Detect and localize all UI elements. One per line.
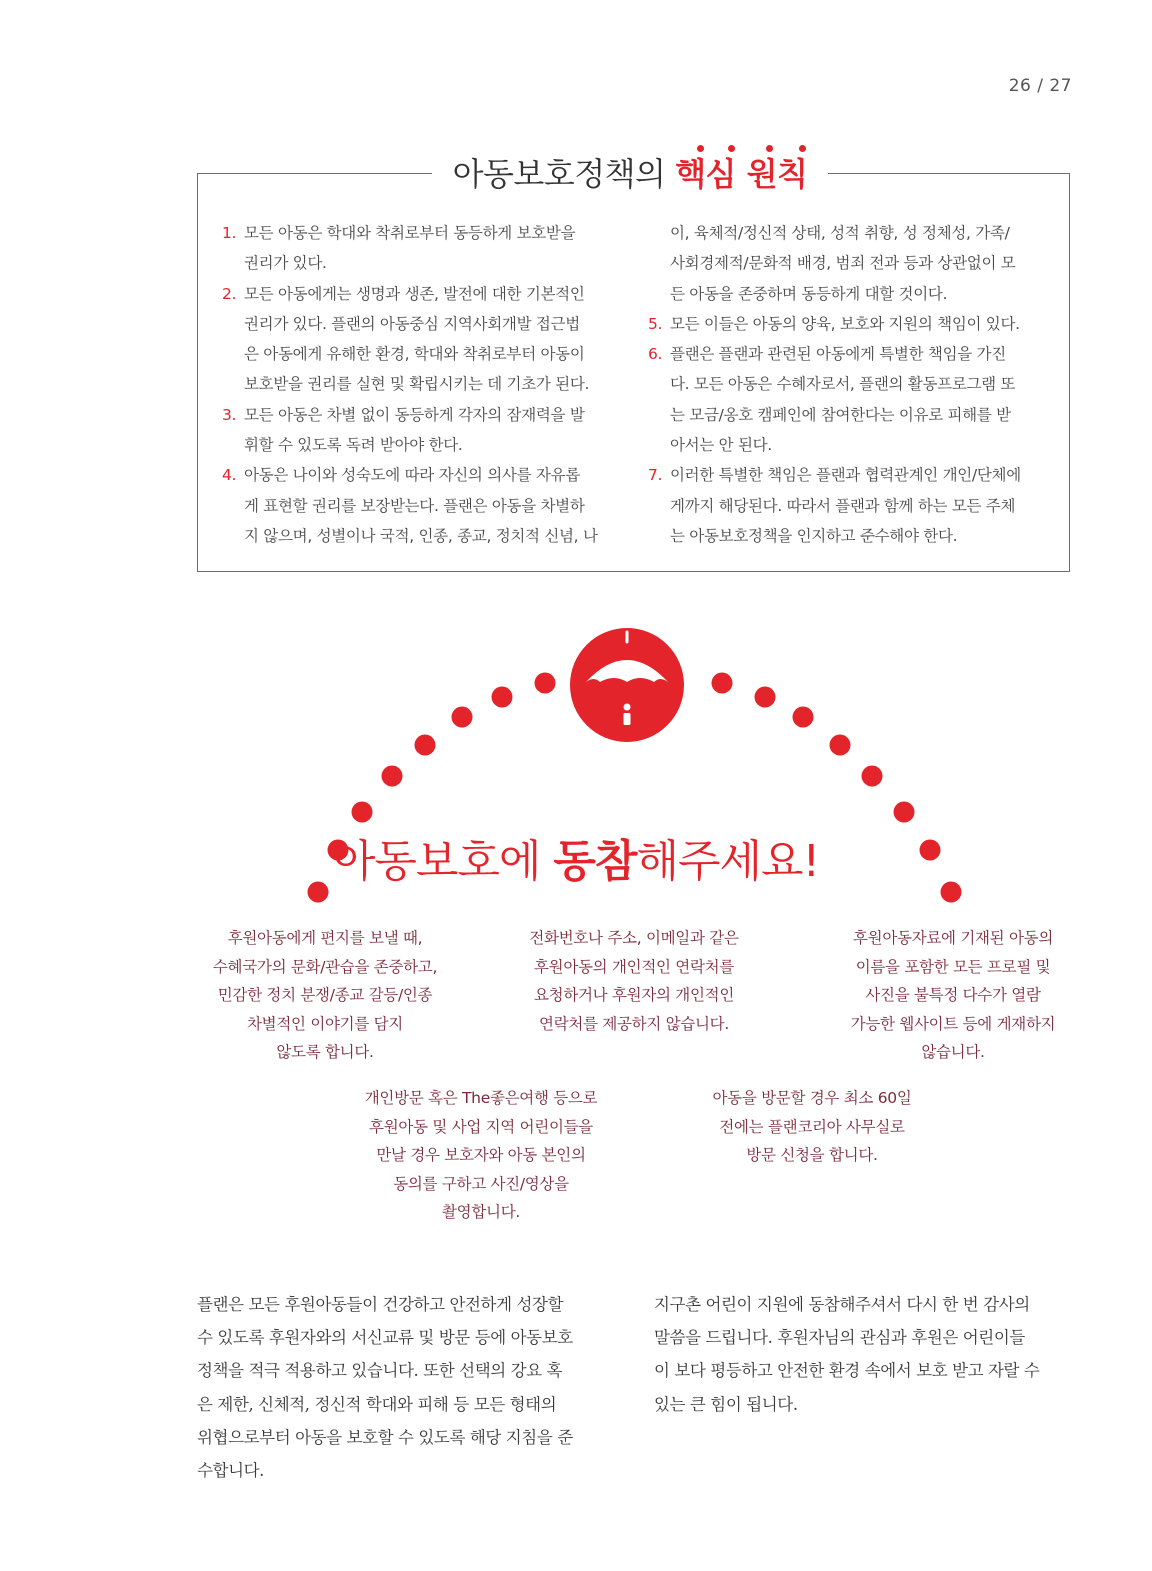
- principle-number: 5.: [648, 314, 663, 333]
- principle-item: [648, 339, 1044, 460]
- note-line: 요청하거나 후원자의 개인적인: [533, 986, 734, 1005]
- paragraph-line: 플랜은 모든 후원아동들이 건강하고 안전하게 성장할: [197, 1295, 564, 1314]
- principle-item: [648, 460, 1044, 551]
- note-line: 전화번호나 주소, 이메일과 같은: [529, 929, 739, 947]
- closing-right-paragraph: [654, 1288, 1072, 1421]
- arc-dot: [830, 735, 851, 756]
- paragraph-line: 수 있도록 후원자와의 서신교류 및 방문 등에 아동보호: [197, 1328, 573, 1348]
- note-line: 연락처를 제공하지 않습니다.: [539, 1014, 729, 1033]
- principle-line: 휘할 수 있도록 독려 받아야 한다.: [244, 436, 463, 455]
- note-line: 후원아동의 개인적인 연락처를: [533, 957, 734, 976]
- arc-dot: [755, 687, 776, 708]
- principle-line: 는 모금/옹호 캠페인에 참여한다는 이유로 피해를 받: [670, 405, 1011, 424]
- principle-line: 은 아동에게 유해한 환경, 학대와 착취로부터 아동이: [244, 345, 585, 364]
- note-line: 사진을 불특정 다수가 열람: [865, 986, 1041, 1005]
- principles-right-column: [648, 218, 1044, 551]
- note-line: 않습니다.: [921, 1043, 985, 1062]
- principles-title-prefix: 아동보호정책의: [452, 155, 666, 193]
- principle-number: 4.: [222, 466, 237, 485]
- note-line: 후원아동자료에 기재된 아동의: [852, 929, 1053, 947]
- arc-dot: [941, 882, 962, 903]
- arc-dot: [920, 840, 941, 861]
- guideline-note-profile: [808, 924, 1098, 1067]
- emphasis-dot: [728, 145, 735, 152]
- principle-item: [222, 218, 618, 279]
- principle-number: 1.: [222, 224, 237, 242]
- paragraph-line: 정책을 적극 적용하고 있습니다. 또한 선택의 강요 혹: [197, 1361, 563, 1381]
- principle-line: 권리가 있다.: [244, 254, 327, 273]
- paragraph-line: 지구촌 어린이 지원에 동참해주셔서 다시 한 번 감사의: [654, 1295, 1030, 1314]
- note-line: 아동을 방문할 경우 최소 60일: [712, 1089, 912, 1107]
- principle-line: 플랜은 플랜과 관련된 아동에게 특별한 책임을 가진: [670, 345, 1006, 364]
- principle-item: [222, 400, 618, 461]
- principle-line: 아동은 나이와 성숙도에 따라 자신의 의사를 자유롭: [244, 466, 580, 485]
- note-line: 동의를 구하고 사진/영상을: [393, 1174, 569, 1193]
- headline-bold: 동참: [553, 836, 637, 887]
- campaign-headline: [300, 832, 852, 892]
- principle-line: 게까지 해당된다. 따라서 플랜과 함께 하는 모든 주체: [670, 496, 1016, 515]
- principle-item: [648, 218, 1044, 309]
- principle-line: 모든 아동은 학대와 착취로부터 동등하게 보호받을: [244, 224, 576, 242]
- note-line: 않도록 합니다.: [276, 1043, 374, 1062]
- principle-line: 모든 아동에게는 생명과 생존, 발전에 대한 기본적인: [244, 284, 585, 303]
- arc-dot: [492, 687, 513, 708]
- note-line: 이름을 포함한 모든 프로필 및: [855, 957, 1051, 976]
- principle-item: [648, 309, 1044, 339]
- principles-title: [432, 148, 828, 200]
- principle-line: 아서는 안 된다.: [670, 436, 772, 455]
- arc-dot: [712, 673, 733, 694]
- principle-number: 6.: [648, 345, 663, 364]
- page-number: 26 / 27: [1008, 76, 1072, 96]
- closing-left-paragraph: [197, 1288, 615, 1487]
- principle-line: 지 않으며, 성별이나 국적, 인종, 종교, 정치적 신념, 나: [244, 526, 598, 545]
- note-line: 후원아동 및 사업 지역 어린이들을: [369, 1117, 593, 1136]
- arc-dot: [352, 802, 373, 823]
- principle-line: 다. 모든 아동은 수혜자로서, 플랜의 활동프로그램 또: [670, 375, 1016, 394]
- arc-dot: [382, 766, 403, 787]
- guideline-note-visit-consent: [336, 1084, 626, 1227]
- headline-suffix: 해주세요!: [636, 836, 820, 887]
- principle-item: [222, 279, 618, 400]
- note-line: 전에는 플랜코리아 사무실로: [719, 1117, 905, 1136]
- principle-line: 이러한 특별한 책임은 플랜과 협력관계인 개인/단체에: [670, 466, 1021, 485]
- arc-dot: [894, 802, 915, 823]
- paragraph-line: 있는 큰 힘이 됩니다.: [654, 1394, 798, 1414]
- note-line: 만날 경우 보호자와 아동 본인의: [376, 1146, 586, 1165]
- note-line: 방문 신청을 합니다.: [746, 1146, 878, 1165]
- arc-dot: [452, 707, 473, 728]
- principle-line: 보호받을 권리를 실현 및 확립시키는 데 기초가 된다.: [244, 375, 590, 394]
- paragraph-line: 은 제한, 신체적, 정신적 학대와 피해 등 모든 형태의: [197, 1394, 557, 1414]
- principle-number: 3.: [222, 405, 237, 424]
- emphasis-dot: [697, 145, 704, 152]
- note-line: 가능한 웹사이트 등에 게재하지: [850, 1014, 1056, 1033]
- note-line: 촬영합니다.: [442, 1203, 520, 1222]
- principle-item: [222, 460, 618, 551]
- guideline-note-contact-info: [494, 924, 774, 1038]
- principle-number: 2.: [222, 284, 237, 303]
- paragraph-line: 위협으로부터 아동을 보호할 수 있도록 해당 지침을 준: [197, 1427, 573, 1447]
- arc-dot: [862, 766, 883, 787]
- principle-line: 이, 육체적/정신적 상태, 성적 취향, 성 정체성, 가족/: [670, 224, 1010, 242]
- principle-line: 모든 이들은 아동의 양육, 보호와 지원의 책임이 있다.: [670, 314, 1020, 333]
- paragraph-line: 이 보다 평등하고 안전한 환경 속에서 보호 받고 자랄 수: [654, 1361, 1040, 1381]
- note-line: 후원아동에게 편지를 보낼 때,: [227, 929, 423, 947]
- arc-dot: [415, 735, 436, 756]
- note-line: 차별적인 이야기를 담지: [247, 1014, 403, 1033]
- arc-dot: [793, 707, 814, 728]
- arc-dot: [535, 673, 556, 694]
- emphasis-dot: [799, 145, 806, 152]
- guideline-note-letters: [190, 924, 460, 1067]
- principle-line: 는 아동보호정책을 인지하고 준수해야 한다.: [670, 526, 958, 545]
- principle-line: 게 표현할 권리를 보장받는다. 플랜은 아동을 차별하: [244, 496, 585, 515]
- principle-line: 권리가 있다. 플랜의 아동중심 지역사회개발 접근법: [244, 314, 580, 333]
- paragraph-line: 말씀을 드립니다. 후원자님의 관심과 후원은 어린이들: [654, 1328, 1025, 1348]
- principle-line: 든 아동을 존중하며 동등하게 대할 것이다.: [670, 284, 948, 303]
- principles-title-highlight: 핵심 원칙: [675, 155, 808, 193]
- principle-number: 7.: [648, 466, 663, 485]
- principle-line: 사회경제적/문화적 배경, 범죄 전과 등과 상관없이 모: [670, 254, 1016, 273]
- principles-left-column: [222, 218, 618, 551]
- note-line: 수혜국가의 문화/관습을 존중하고,: [212, 957, 438, 976]
- headline-prefix: 아동보호에: [332, 836, 554, 887]
- paragraph-line: 수합니다.: [197, 1461, 265, 1481]
- umbrella-child-icon: [570, 628, 684, 742]
- note-line: 민감한 정치 분쟁/종교 갈등/인종: [217, 986, 433, 1005]
- principle-line: 모든 아동은 차별 없이 동등하게 각자의 잠재력을 발: [244, 405, 585, 424]
- note-line: 개인방문 혹은 The좋은여행 등으로: [364, 1089, 598, 1107]
- guideline-note-visit-request: [672, 1084, 952, 1170]
- emphasis-dot: [766, 145, 773, 152]
